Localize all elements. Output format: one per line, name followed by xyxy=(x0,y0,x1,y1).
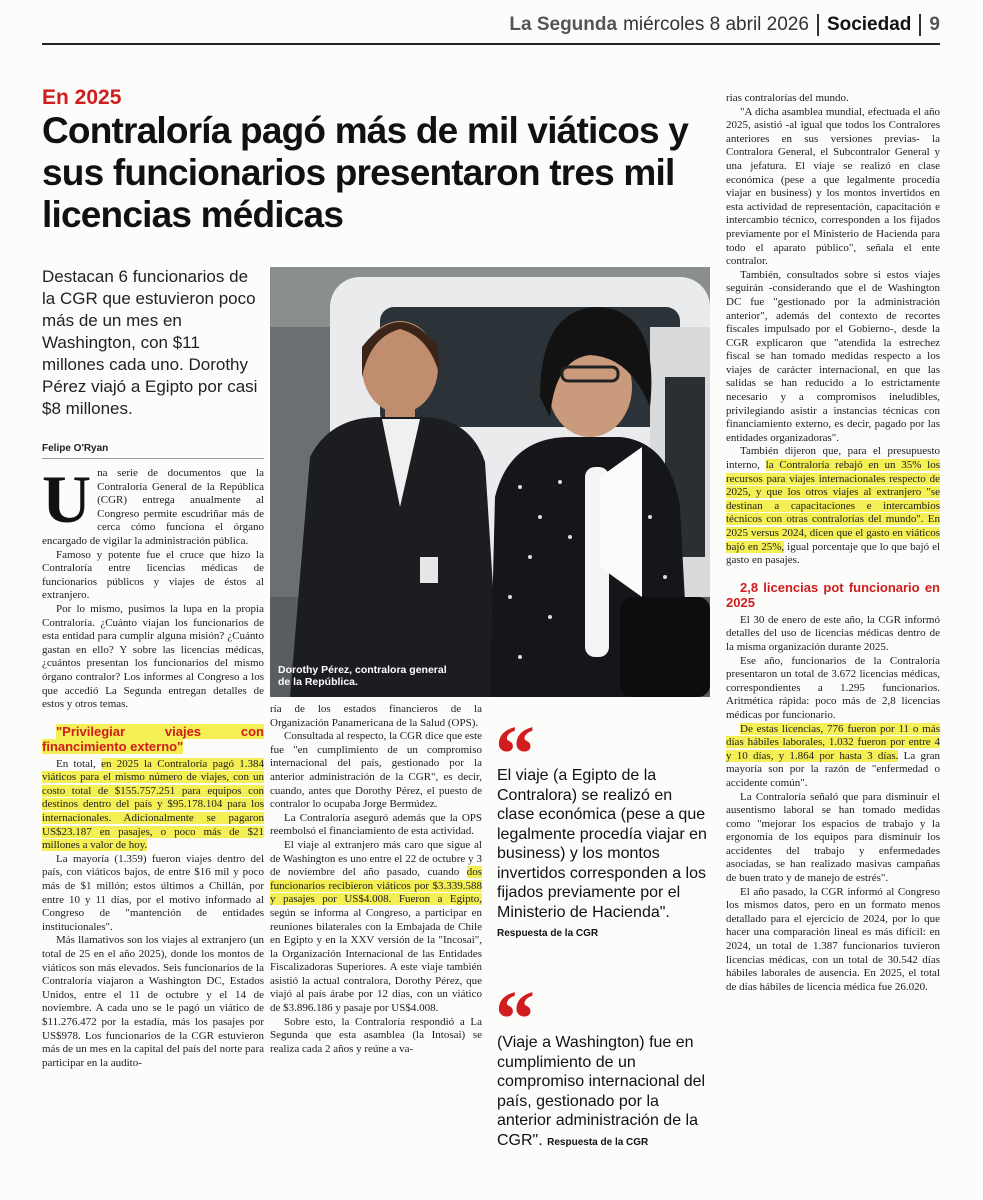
paragraph: Por lo mismo, pusimos la lupa en la propia Contraloría. ¿Cuánto viajan los funcionarios de esta entidad para cumplir alguna misión? ¿Cuánto gastan en ello? Y sobre las licencias médicas, ¿cuántos presentan los funcionarios del mismo órgano contralor? Los informes al Congreso a los que accedió La Segunda entregan detalles de estos y otros temas. xyxy=(42,602,264,711)
paragraph: También, consultados sobre si estos viajes seguirán -considerando que el de Washington DC fue "gestionado por la administración anterior", además del contexto de recortes fiscales impulsado por el Gobierno-, desde la CGR explicaron que "atendida la estrechez fiscal se han tomado medidas respecto a los viajes de carácter internacional, en que las salidas se han reducido a lo estrictamente necesario y a compromisos ineludibles, privilegiando asistir a instancias técnicas con financiamiento externo, es decir, pagado por las entidades organizadoras". xyxy=(726,268,940,444)
paragraph xyxy=(726,445,940,567)
pull-quote-text: (Viaje a Washington) fue en cumplimiento de un compromiso internacional del país, gestionado por la anterior administración de la CGR". xyxy=(497,1034,706,1149)
text-run: según se informa al Congreso, a participar en reuniones bilaterales con la Embajada de Chile en Egipto y en la XXV versión de la "Incosai", la Organización Internacional de las Entidades Fiscalizadoras Superiores. A este viaje también asistió la actual contralora, Dorothy Pérez, que viajó al país árabe por 12 días, con un viático de $3.896.186 y pasaje por US$4.008. xyxy=(270,906,482,1015)
paragraph xyxy=(726,723,940,791)
paragraph: Consultada al respecto, la CGR dice que este fue "en cumplimiento de un compromiso internacional del país, gestionado por la anterior administración de la CGR", es decir, cuando, antes que Dorothy Pérez, el puesto de contralor lo ocupaba Jorge Bermúdez. xyxy=(270,730,482,811)
quote-mark-icon: “ xyxy=(495,976,535,1064)
paragraph: "A dicha asamblea mundial, efectuada el año 2025, asistió -al igual que todos los Contralores anteriores en sus versiones previas- la Contralora General, el Subcontralor General y una jefatura. El viaje se realizó en clase económica (pese a que legalmente procedía viajar en business) y los montos invertidos en esta actividad de representación, capacitación e intercambio técnico, corresponden a los fijados previamente por el Ministerio de Hacienda para todo el aparato público", señala el ente contralor. xyxy=(726,105,940,268)
paragraph: rias contralorías del mundo. xyxy=(726,92,849,104)
article-deck: Destacan 6 funcionarios de la CGR que estuvieron poco más de un mes en Washington, con $11 millones cada uno. Dorothy Pérez viajó a Egipto por casi $8 millones. xyxy=(42,267,258,418)
page-number: 9 xyxy=(929,14,940,35)
text-run: En total, xyxy=(56,757,102,770)
pull-quote-source: Respuesta de la CGR xyxy=(497,928,599,939)
section-subhead: "Privilegiar viajes con financimiento externo" xyxy=(42,723,264,754)
newspaper-brand: La Segunda xyxy=(509,14,618,35)
quote-mark-icon: “ xyxy=(495,711,535,799)
highlighted-text: dos funcionarios recibieron viáticos por $3.339.588 y pasajes por US$4.008. Fueron a Egipto, xyxy=(270,866,482,906)
paragraph: La Contraloría señaló que para disminuir el ausentismo laboral se han tomado medidas como "mejorar los espacios de trabajo y la ergonomía de los equipos para disminuir los accidentes del trabajo y enfermedades asociadas, se han realizado masivas campañas de buen trato y de manejo de estrés". xyxy=(726,790,940,885)
pull-quote-1 xyxy=(497,766,709,944)
article-column-1 xyxy=(42,461,264,1070)
pull-quote-2 xyxy=(497,1033,709,1152)
drop-cap: U xyxy=(42,461,92,537)
highlighted-text: la Contraloría rebajó en un 35% los recursos para viajes internacionales respecto de 2025, y que los otros viajes al extranjero "se destinan a capacitaciones e intercambios técnicos con otras contralorías del mundo". En 2025 versus 2024, dicen que el gasto en viáticos bajó en 25%, xyxy=(726,459,940,553)
section-name: Sociedad xyxy=(826,14,912,35)
pull-quote-text: El viaje (a Egipto de la Contralora) se realizó en clase económica (pese a que legalmente procedía viajar en business) y los montos invertidos corresponden a los fijados previamente por el Ministerio de Hacienda". xyxy=(497,767,707,921)
header-divider xyxy=(817,14,819,36)
paragraph: El año pasado, la CGR informó al Congreso los mismos datos, pero en un formato menos detallado para el ejercicio de 2024, por lo que hacer una comparación lineal es más difícil: en 2024, un total de 1.387 funcionarios tuvieron licencias médicas, con un total de 30.542 días hábiles laborales de ausencia. En 2025, el total de días hábiles de licencia médica fue 26.020. xyxy=(726,885,940,993)
article-headline: Contraloría pagó más de mil viáticos y sus funcionarios presentaron tres mil licencias médicas xyxy=(42,110,689,235)
paragraph xyxy=(42,758,264,853)
paragraph: El 30 de enero de este año, la CGR informó detalles del uso de licencias médicas dentro de la misma organización durante 2025. xyxy=(726,613,940,653)
header-rule xyxy=(42,43,940,45)
paragraph: ría de los estados financieros de la Organización Panamericana de la Salud (OPS). xyxy=(270,703,482,729)
paragraph: La mayoría (1.359) fueron viajes dentro del país, con viáticos bajos, de entre $16 mil y poco más de $1 millón; estos últimos a Chillán, por entre 10 y 11 días, por el motivo informado al Congreso de "mantención de entidades institucionales". xyxy=(42,852,264,933)
text-run: La gran mayoría son por la razón de "enfermedad o accidente común". xyxy=(726,749,941,789)
section-subhead: 2,8 licencias pot funcionario en 2025 xyxy=(726,579,940,610)
highlighted-text: en 2025 la Contraloría pagó 1.384 viáticos para el mismo número de viajes, con un costo total de $155.757.251 para equipos con destinos dentro del país y $95.178.104 para los internacionales. Adicionalmente se pagaron US$23.187 en pasajes, o poco más de $21 millones a valor de hoy. xyxy=(42,757,264,852)
paragraph: Sobre esto, la Contraloría respondió a La Segunda que esta asamblea (la Intosai) se realiza cada 2 años y reúne a va- xyxy=(270,1015,482,1055)
paragraph xyxy=(270,839,482,1016)
paragraph: La Contraloría aseguró además que la OPS reembolsó el financiamiento de esta actividad. xyxy=(270,811,482,838)
article-column-4 xyxy=(726,92,940,994)
issue-date: miércoles 8 abril 2026 xyxy=(623,14,809,35)
article-column-2 xyxy=(270,703,482,1056)
article-photo xyxy=(270,267,710,697)
article-byline: Felipe O'Ryan xyxy=(42,443,109,454)
photo-illustration xyxy=(270,267,710,697)
pull-quote-source: Respuesta de la CGR xyxy=(547,1136,649,1148)
text-run: También dijeron que, para el presupuesto interno, xyxy=(726,445,940,472)
paragraph: na serie de documentos que la Contraloría General de la República (CGR) entrega anualmente al Congreso permite escudriñar más de cerca cómo funciona el órgano encargado de vigilar la administración pública. xyxy=(42,467,264,547)
paragraph: Famoso y potente fue el cruce que hizo la Contraloría entre licencias médicas de funcionarios públicos y viajes de éstos al extranjero. xyxy=(42,548,264,602)
text-run: igual porcentaje que lo que bajó el gasto en pasajes. xyxy=(726,540,941,567)
paragraph: Más llamativos son los viajes al extranjero (un total de 25 en el año 2025), donde los montos de viáticos son más elevados. Seis funcionarios de la Contraloría viajaron a Washington DC, Estados Unidos, entre el 11 de octubre y el 14 de noviembre. A cada uno se le pagó un viático de $11.276.472 por la estadía, más los pasajes por US$978. Los funcionarios de la CGR estuvieron más de un mes en la capital del país del norte para participar en la audito- xyxy=(42,934,264,1069)
page-header xyxy=(42,8,940,42)
highlighted-text: De estas licencias, 776 fueron por 11 o más días hábiles laborales, 1.032 fueron por entre 4 y 10 días, y 1.864 por hasta 3 días. xyxy=(726,722,940,762)
header-divider xyxy=(919,14,921,36)
text-run: El viaje al extranjero más caro que sigue al de Washington es uno entre el 22 de octubre y 3 de noviembre del año pasado, cuando xyxy=(270,838,482,879)
photo-caption: Dorothy Pérez, contralora general de la República. xyxy=(278,664,447,688)
article-kicker: En 2025 xyxy=(42,86,122,109)
byline-rule xyxy=(42,458,264,459)
paragraph: Ese año, funcionarios de la Contraloría presentaron un total de 3.672 licencias médicas, correspondientes a 1.295 funcionarios. Aritmética rápida: poco más de 2,8 licencias médicas por funcionario. xyxy=(726,654,940,721)
